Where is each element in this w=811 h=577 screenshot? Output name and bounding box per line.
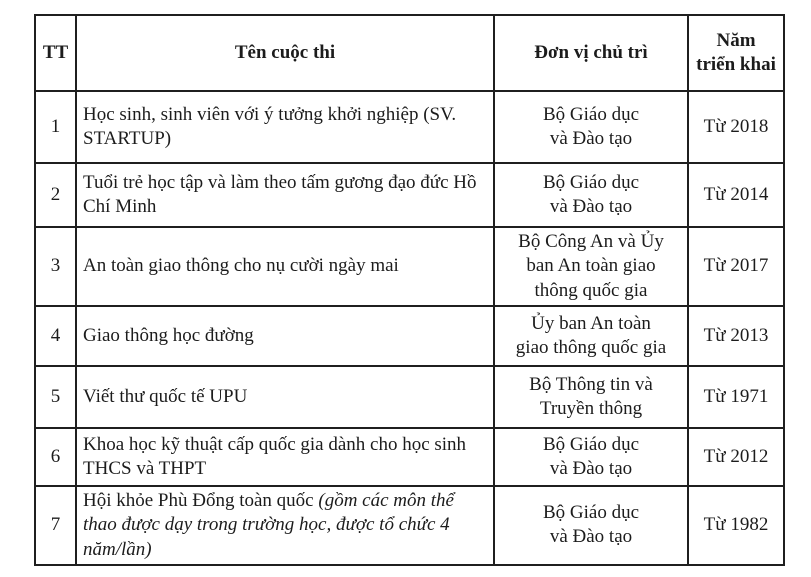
header-year: Năm triển khai bbox=[688, 15, 784, 91]
cell-organizing-unit: Bộ Giáo dục và Đào tạo bbox=[494, 428, 688, 486]
table-row bbox=[35, 366, 784, 428]
cell-organizing-unit: Bộ Công An và Ủy ban An toàn giao thông quốc gia bbox=[494, 227, 688, 306]
cell-year: Từ 2017 bbox=[688, 227, 784, 306]
table-header bbox=[35, 15, 784, 91]
cell-organizing-unit: Bộ Giáo dục và Đào tạo bbox=[494, 486, 688, 565]
cell-tt: 6 bbox=[35, 428, 76, 486]
competitions-table bbox=[34, 14, 785, 566]
table-row bbox=[35, 306, 784, 366]
cell-competition-name: Hội khỏe Phù Đổng toàn quốc (gồm các môn thể thao được dạy trong trường học, được tổ chức 4 năm/lần) bbox=[76, 486, 494, 565]
table-row bbox=[35, 163, 784, 227]
table-row bbox=[35, 91, 784, 163]
table-row bbox=[35, 428, 784, 486]
cell-organizing-unit: Ủy ban An toàn giao thông quốc gia bbox=[494, 306, 688, 366]
cell-year: Từ 2014 bbox=[688, 163, 784, 227]
cell-tt: 1 bbox=[35, 91, 76, 163]
cell-competition-name: Học sinh, sinh viên với ý tưởng khởi nghiệp (SV. STARTUP) bbox=[76, 91, 494, 163]
cell-year: Từ 2012 bbox=[688, 428, 784, 486]
header-row bbox=[35, 15, 784, 91]
header-tt: TT bbox=[35, 15, 76, 91]
cell-tt: 5 bbox=[35, 366, 76, 428]
table-row bbox=[35, 486, 784, 565]
cell-organizing-unit: Bộ Giáo dục và Đào tạo bbox=[494, 91, 688, 163]
cell-year: Từ 1982 bbox=[688, 486, 784, 565]
table-row bbox=[35, 227, 784, 306]
cell-organizing-unit: Bộ Giáo dục và Đào tạo bbox=[494, 163, 688, 227]
cell-tt: 7 bbox=[35, 486, 76, 565]
cell-competition-name: Tuổi trẻ học tập và làm theo tấm gương đạo đức Hồ Chí Minh bbox=[76, 163, 494, 227]
cell-competition-name: Giao thông học đường bbox=[76, 306, 494, 366]
cell-organizing-unit: Bộ Thông tin và Truyền thông bbox=[494, 366, 688, 428]
header-name: Tên cuộc thi bbox=[76, 15, 494, 91]
cell-tt: 2 bbox=[35, 163, 76, 227]
cell-competition-name: An toàn giao thông cho nụ cười ngày mai bbox=[76, 227, 494, 306]
header-unit: Đơn vị chủ trì bbox=[494, 15, 688, 91]
cell-year: Từ 2013 bbox=[688, 306, 784, 366]
table-body bbox=[35, 91, 784, 565]
cell-tt: 4 bbox=[35, 306, 76, 366]
cell-year: Từ 2018 bbox=[688, 91, 784, 163]
cell-competition-name: Viết thư quốc tế UPU bbox=[76, 366, 494, 428]
cell-competition-name: Khoa học kỹ thuật cấp quốc gia dành cho học sinh THCS và THPT bbox=[76, 428, 494, 486]
cell-tt: 3 bbox=[35, 227, 76, 306]
cell-year: Từ 1971 bbox=[688, 366, 784, 428]
